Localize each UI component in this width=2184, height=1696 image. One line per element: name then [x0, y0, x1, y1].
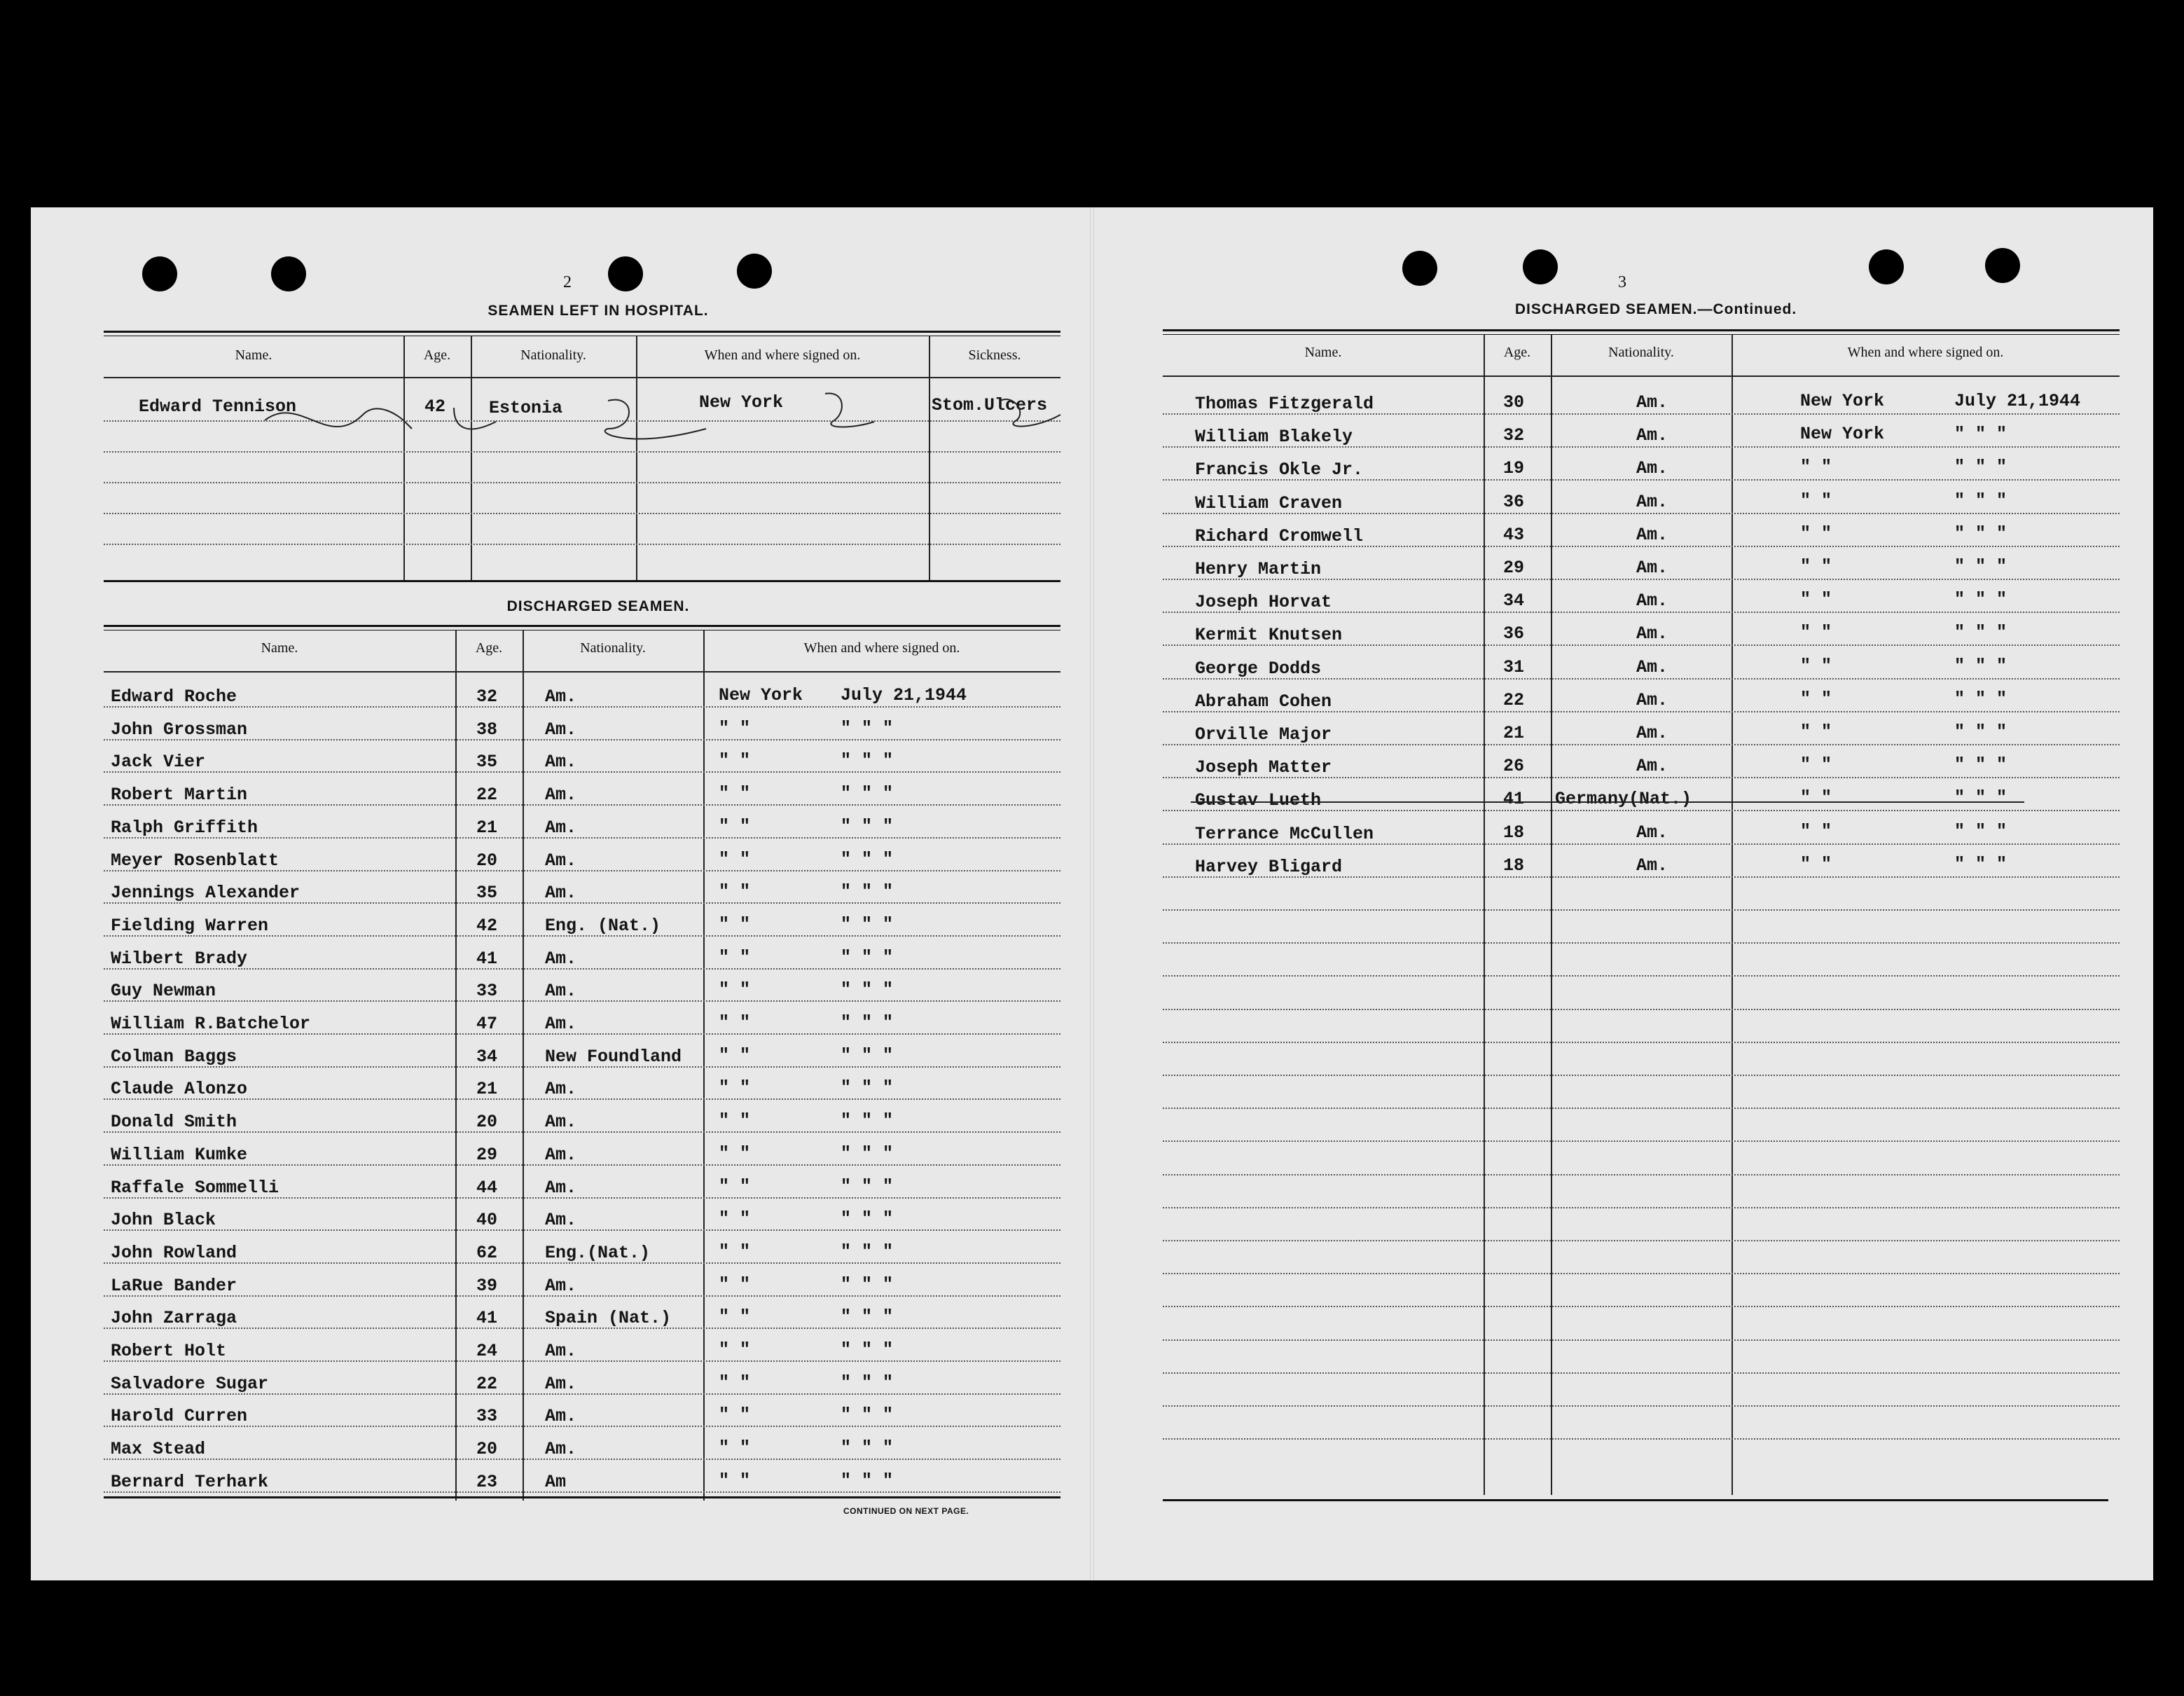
seaman-signed-place: " "	[1800, 820, 1832, 841]
seaman-nationality: Am.	[545, 1177, 577, 1198]
seaman-age: 40	[476, 1210, 498, 1231]
seaman-signed-date: " " "	[841, 1470, 894, 1491]
column-header: Nationality.	[1608, 345, 1674, 360]
seaman-age: 29	[1503, 558, 1525, 578]
seaman-signed-date: " " "	[841, 1012, 894, 1033]
seaman-signed-date: " " "	[841, 1143, 894, 1164]
row-rule	[104, 1295, 1060, 1297]
seaman-signed-date: " " "	[841, 1241, 894, 1262]
row-rule	[104, 1491, 1060, 1493]
seaman-signed-date: July 21,1944	[841, 685, 967, 705]
seaman-signed-place: " "	[719, 815, 751, 836]
seaman-signed-place: " "	[719, 717, 751, 738]
seaman-signed-place: " "	[719, 1470, 751, 1491]
seaman-name: Max Stead	[111, 1439, 206, 1460]
seaman-nationality: Am.	[1636, 491, 1668, 512]
seaman-signed-date: " " "	[1954, 722, 2007, 742]
seaman-age: 18	[1503, 855, 1525, 876]
seaman-nationality: Am	[545, 1471, 567, 1492]
row-rule	[1163, 1339, 2120, 1341]
seaman-age: 35	[476, 883, 498, 904]
row-rule	[104, 968, 1060, 970]
seaman-age: 43	[1503, 524, 1525, 545]
seaman-name: Ralph Griffith	[111, 817, 258, 838]
seaman-signed-date: " " "	[841, 783, 894, 804]
hospital-table	[104, 331, 1060, 584]
punch-hole	[1985, 248, 2020, 283]
row-rule	[1163, 513, 2120, 514]
seaman-nationality: Germany(Nat.)	[1555, 789, 1692, 810]
seaman-name: Orville Major	[1195, 724, 1332, 745]
seaman-signed-place: " "	[1800, 556, 1832, 577]
row-rule	[104, 739, 1060, 740]
seaman-signed-place: New York	[1800, 391, 1885, 411]
seaman-nationality: Spain (Nat.)	[545, 1308, 672, 1329]
seaman-nationality: Am.	[545, 687, 577, 707]
seaman-name: Colman Baggs	[111, 1046, 237, 1067]
row-rule	[104, 1393, 1060, 1395]
seaman-age: 18	[1503, 822, 1525, 843]
seaman-signed-date: " " "	[841, 881, 894, 902]
row-rule	[104, 1033, 1060, 1035]
row-rule	[1163, 612, 2120, 613]
page-fold	[1090, 207, 1094, 1580]
row-rule	[1163, 1240, 2120, 1241]
seaman-age: 35	[476, 752, 498, 773]
row-rule	[104, 935, 1060, 937]
seaman-signed-date: " " "	[1954, 490, 2007, 511]
row-rule	[104, 804, 1060, 806]
seaman-nationality: Am.	[1636, 392, 1668, 413]
seaman-signed-date: " " "	[841, 815, 894, 836]
seaman-nationality: Am.	[545, 719, 577, 740]
seaman-signed-date: " " "	[841, 1077, 894, 1098]
row-rule	[104, 706, 1060, 708]
row-rule	[104, 870, 1060, 871]
row-rule	[1163, 479, 2120, 481]
seaman-nationality: New Foundland	[545, 1046, 682, 1067]
punch-hole	[608, 256, 643, 291]
row-rule	[104, 902, 1060, 904]
seaman-signed-place: " "	[719, 1307, 751, 1328]
seaman-name: Salvadore Sugar	[111, 1373, 269, 1394]
row-rule	[104, 1360, 1060, 1362]
document-sheet	[31, 207, 2153, 1580]
seaman-signed-place: " "	[1800, 589, 1832, 610]
punch-hole	[1869, 249, 1904, 284]
hospital-signed: New York	[699, 392, 784, 413]
row-rule	[104, 1131, 1060, 1133]
seaman-signed-place: " "	[719, 946, 751, 967]
row-rule	[1163, 777, 2120, 778]
seaman-signed-date: " " "	[841, 946, 894, 967]
hospital-name: Edward Tennison	[139, 397, 297, 417]
seaman-age: 20	[476, 1112, 498, 1133]
seaman-nationality: Am.	[545, 785, 577, 806]
discharged-table-left	[104, 625, 1060, 1501]
seaman-nationality: Am.	[545, 1014, 577, 1034]
seaman-signed-place: " "	[719, 1438, 751, 1459]
row-rule	[1163, 975, 2120, 977]
row-rule	[1163, 579, 2120, 580]
row-rule	[1163, 1075, 2120, 1076]
seaman-name: Jennings Alexander	[111, 883, 300, 904]
row-rule	[1163, 711, 2120, 712]
seaman-name: Harold Curren	[111, 1406, 248, 1427]
page-number: 3	[1618, 273, 1626, 291]
seaman-name: Harvey Bligard	[1195, 856, 1343, 877]
seaman-signed-date: " " "	[1954, 754, 2007, 775]
seaman-nationality: Am.	[1636, 822, 1668, 843]
row-rule	[1163, 1306, 2120, 1307]
seaman-signed-place: " "	[1800, 787, 1832, 808]
seaman-age: 20	[476, 1439, 498, 1460]
seaman-name: William R.Batchelor	[111, 1014, 311, 1034]
row-rule	[1163, 1405, 2120, 1407]
row-rule	[1163, 876, 2120, 878]
seaman-nationality: Am.	[1636, 855, 1668, 876]
row-rule	[1163, 1174, 2120, 1176]
seaman-name: Kermit Knutsen	[1195, 625, 1343, 646]
row-rule	[104, 1197, 1060, 1199]
seaman-name: Joseph Horvat	[1195, 592, 1332, 613]
seaman-signed-date: " " "	[841, 1405, 894, 1426]
seaman-nationality: Am.	[545, 948, 577, 969]
row-rule	[104, 1459, 1060, 1460]
seaman-signed-place: " "	[1800, 490, 1832, 511]
seaman-signed-date: " " "	[841, 848, 894, 869]
hospital-nationality: Estonia	[489, 398, 563, 418]
seaman-signed-place: " "	[719, 1405, 751, 1426]
row-rule	[104, 1426, 1060, 1427]
seaman-name: Francis Okle Jr.	[1195, 460, 1364, 481]
seaman-nationality: Am.	[545, 1406, 577, 1427]
seaman-nationality: Am.	[1636, 425, 1668, 446]
seaman-signed-place: " "	[719, 1208, 751, 1229]
seaman-age: 22	[476, 785, 498, 806]
row-rule	[104, 1262, 1060, 1264]
punch-hole	[1523, 249, 1558, 284]
seaman-name: William Craven	[1195, 492, 1343, 513]
seaman-nationality: Am.	[545, 1144, 577, 1165]
seaman-signed-place: " "	[719, 1012, 751, 1033]
seaman-age: 21	[476, 817, 498, 838]
seaman-signed-date: " " "	[841, 1176, 894, 1197]
row-rule	[1163, 744, 2120, 745]
seaman-name: Edward Roche	[111, 687, 237, 707]
seaman-name: Wilbert Brady	[111, 948, 248, 969]
seaman-signed-place: " "	[1800, 622, 1832, 643]
discharged-title: DISCHARGED SEAMEN.	[506, 598, 690, 614]
seaman-name: Joseph Matter	[1195, 757, 1332, 778]
seaman-name: John Black	[111, 1210, 216, 1231]
row-rule	[1163, 942, 2120, 944]
discharged-table-right	[1163, 329, 2120, 1503]
seaman-signed-place: " "	[719, 1077, 751, 1098]
seaman-signed-date: " " "	[1954, 688, 2007, 709]
row-rule	[1163, 843, 2120, 845]
seaman-nationality: Am.	[1636, 458, 1668, 479]
seaman-name: Richard Cromwell	[1195, 525, 1364, 546]
row-rule	[1163, 546, 2120, 547]
seaman-age: 23	[476, 1471, 498, 1492]
seaman-signed-place: " "	[1800, 754, 1832, 775]
column-header: When and where signed on.	[803, 640, 960, 656]
row-rule	[104, 1000, 1060, 1002]
seaman-signed-date: " " "	[1954, 820, 2007, 841]
seaman-name: William Kumke	[111, 1144, 248, 1165]
column-header: When and where signed on.	[1847, 345, 2004, 360]
seaman-nationality: Am.	[545, 1373, 577, 1394]
seaman-nationality: Am.	[545, 817, 577, 838]
seaman-signed-date: " " "	[841, 979, 894, 1000]
seaman-age: 29	[476, 1144, 498, 1165]
seaman-signed-place: " "	[1800, 688, 1832, 709]
seaman-age: 31	[1503, 656, 1525, 677]
seaman-nationality: Am.	[545, 1275, 577, 1296]
row-rule	[1163, 678, 2120, 680]
handwritten-mark	[104, 373, 1060, 443]
seaman-nationality: Am.	[545, 850, 577, 871]
seaman-signed-place: New York	[1800, 424, 1885, 445]
seaman-nationality: Eng.(Nat.)	[545, 1242, 651, 1263]
discharged-continued-title: DISCHARGED SEAMEN.—Continued.	[1514, 301, 1797, 317]
seaman-name: Fielding Warren	[111, 915, 269, 936]
seaman-nationality: Am.	[1636, 656, 1668, 677]
row-rule	[1163, 413, 2120, 415]
row-rule	[1163, 1207, 2120, 1208]
seaman-signed-date: " " "	[1954, 622, 2007, 643]
seaman-nationality: Am.	[545, 1079, 577, 1100]
seaman-age: 21	[1503, 723, 1525, 743]
row-rule	[1163, 1009, 2120, 1010]
seaman-signed-date: " " "	[841, 914, 894, 935]
row-rule	[1163, 1372, 2120, 1374]
seaman-signed-place: " "	[719, 848, 751, 869]
seaman-name: John Rowland	[111, 1242, 237, 1263]
seaman-age: 24	[476, 1341, 498, 1361]
row-rule	[104, 1229, 1060, 1231]
row-rule	[1163, 1438, 2120, 1440]
seaman-name: Robert Martin	[111, 785, 248, 806]
seaman-age: 32	[1503, 425, 1525, 446]
seaman-signed-date: " " "	[841, 1110, 894, 1131]
seaman-name: Terrance McCullen	[1195, 823, 1374, 844]
seaman-age: 41	[476, 1308, 498, 1329]
seaman-name: George Dodds	[1195, 658, 1322, 679]
column-header: When and where signed on.	[704, 347, 861, 363]
row-rule	[1163, 1273, 2120, 1274]
seaman-age: 19	[1503, 458, 1525, 479]
seaman-age: 36	[1503, 623, 1525, 644]
seaman-nationality: Am.	[545, 981, 577, 1002]
seaman-age: 34	[1503, 591, 1525, 612]
seaman-name: Meyer Rosenblatt	[111, 850, 279, 871]
punch-hole	[271, 256, 306, 291]
seaman-signed-place: " "	[1800, 457, 1832, 478]
seaman-signed-date: " " "	[841, 1438, 894, 1459]
seaman-signed-place: " "	[1800, 523, 1832, 544]
seaman-signed-place: " "	[719, 1372, 751, 1393]
seaman-age: 34	[476, 1046, 498, 1067]
row-rule	[1163, 909, 2120, 911]
seaman-name: Donald Smith	[111, 1112, 237, 1133]
column-header: Age.	[475, 640, 503, 656]
seaman-signed-place: " "	[719, 783, 751, 804]
seaman-age: 20	[476, 850, 498, 871]
seaman-signed-date: " " "	[841, 1372, 894, 1393]
punch-hole	[737, 254, 772, 289]
seaman-signed-date: " " "	[1954, 523, 2007, 544]
seaman-age: 21	[476, 1079, 498, 1100]
seaman-name: John Grossman	[111, 719, 248, 740]
hospital-age: 42	[424, 397, 446, 417]
row-rule	[104, 837, 1060, 839]
seaman-name: John Zarraga	[111, 1308, 237, 1329]
seaman-signed-date: " " "	[841, 750, 894, 771]
seaman-age: 33	[476, 981, 498, 1002]
seaman-name: Robert Holt	[111, 1341, 227, 1361]
seaman-name: Gustav Lueth	[1195, 790, 1322, 811]
seaman-signed-date: " " "	[841, 1339, 894, 1360]
seaman-signed-place: " "	[719, 750, 751, 771]
row-rule	[104, 1328, 1060, 1329]
seaman-age: 47	[476, 1014, 498, 1034]
seaman-signed-place: " "	[719, 1045, 751, 1066]
seaman-signed-date: " " "	[1954, 853, 2007, 874]
seaman-age: 42	[476, 915, 498, 936]
column-header: Nationality.	[520, 347, 586, 363]
seaman-age: 39	[476, 1275, 498, 1296]
seaman-age: 62	[476, 1242, 498, 1263]
seaman-signed-place: " "	[719, 979, 751, 1000]
hospital-title: SEAMEN LEFT IN HOSPITAL.	[488, 303, 709, 319]
seaman-age: 36	[1503, 491, 1525, 512]
seaman-age: 32	[476, 687, 498, 707]
seaman-signed-date: " " "	[1954, 787, 2007, 808]
seaman-name: Henry Martin	[1195, 559, 1322, 579]
seaman-nationality: Am.	[1636, 558, 1668, 578]
row-rule	[104, 1066, 1060, 1068]
column-header: Name.	[235, 347, 272, 363]
seaman-signed-date: " " "	[841, 1208, 894, 1229]
seaman-age: 41	[1503, 789, 1525, 810]
seaman-signed-date: " " "	[1954, 589, 2007, 610]
seaman-age: 26	[1503, 756, 1525, 777]
seaman-nationality: Am.	[1636, 723, 1668, 743]
seaman-age: 22	[476, 1373, 498, 1394]
seaman-age: 38	[476, 719, 498, 740]
seaman-nationality: Am.	[545, 883, 577, 904]
page-number: 2	[563, 273, 572, 291]
seaman-name: Thomas Fitzgerald	[1195, 394, 1374, 414]
row-rule	[1163, 1140, 2120, 1142]
seaman-nationality: Eng. (Nat.)	[545, 915, 661, 936]
seaman-nationality: Am.	[545, 752, 577, 773]
seaman-signed-date: " " "	[1954, 655, 2007, 676]
column-header: Age.	[1503, 345, 1531, 360]
seaman-name: LaRue Bander	[111, 1275, 237, 1296]
seaman-age: 30	[1503, 392, 1525, 413]
seaman-name: William Blakely	[1195, 427, 1353, 448]
row-rule	[104, 771, 1060, 773]
seaman-signed-date: " " "	[1954, 556, 2007, 577]
continued-note: CONTINUED ON NEXT PAGE.	[843, 1506, 969, 1516]
column-header: Name.	[261, 640, 298, 656]
punch-hole	[142, 256, 177, 291]
row-rule	[104, 1164, 1060, 1166]
seaman-nationality: Am.	[545, 1210, 577, 1231]
seaman-name: Bernard Terhark	[111, 1471, 269, 1492]
seaman-signed-place: " "	[719, 1143, 751, 1164]
row-rule	[1163, 1042, 2120, 1043]
seaman-signed-place: " "	[719, 1339, 751, 1360]
seaman-age: 33	[476, 1406, 498, 1427]
seaman-name: Raffale Sommelli	[111, 1177, 279, 1198]
row-rule	[1163, 446, 2120, 448]
seaman-signed-date: " " "	[1954, 457, 2007, 478]
column-header: Sickness.	[968, 347, 1021, 363]
seaman-signed-place: " "	[1800, 853, 1832, 874]
seaman-signed-place: " "	[1800, 722, 1832, 742]
seaman-signed-place: " "	[719, 1241, 751, 1262]
seaman-signed-place: New York	[719, 685, 803, 705]
seaman-nationality: Am.	[1636, 591, 1668, 612]
row-rule	[1163, 1108, 2120, 1109]
seaman-signed-place: " "	[719, 1110, 751, 1131]
seaman-age: 41	[476, 948, 498, 969]
seaman-signed-date: " " "	[841, 717, 894, 738]
seaman-signed-date: " " "	[1954, 424, 2007, 445]
column-header: Nationality.	[580, 640, 646, 656]
seaman-name: Claude Alonzo	[111, 1079, 248, 1100]
seaman-name: Abraham Cohen	[1195, 691, 1332, 712]
seaman-nationality: Am.	[1636, 623, 1668, 644]
seaman-nationality: Am.	[545, 1439, 577, 1460]
seaman-name: Jack Vier	[111, 752, 206, 773]
seaman-signed-place: " "	[719, 914, 751, 935]
seaman-nationality: Am.	[1636, 689, 1668, 710]
column-header: Name.	[1304, 345, 1342, 360]
seaman-age: 44	[476, 1177, 498, 1198]
hospital-sickness: Stom.Ulcers	[932, 395, 1048, 415]
column-header: Age.	[423, 347, 451, 363]
seaman-age: 22	[1503, 689, 1525, 710]
seaman-nationality: Am.	[1636, 756, 1668, 777]
row-rule	[104, 1098, 1060, 1100]
strike-through-line	[1191, 801, 2024, 803]
seaman-signed-place: " "	[719, 1176, 751, 1197]
punch-hole	[1402, 251, 1437, 286]
seaman-signed-date: July 21,1944	[1954, 391, 2081, 411]
seaman-signed-date: " " "	[841, 1307, 894, 1328]
seaman-nationality: Am.	[1636, 524, 1668, 545]
seaman-signed-date: " " "	[841, 1045, 894, 1066]
row-rule	[1163, 810, 2120, 811]
seaman-nationality: Am.	[545, 1341, 577, 1361]
seaman-name: Guy Newman	[111, 981, 216, 1002]
seaman-signed-place: " "	[719, 881, 751, 902]
seaman-signed-place: " "	[719, 1274, 751, 1295]
row-rule	[1163, 644, 2120, 646]
seaman-nationality: Am.	[545, 1112, 577, 1133]
seaman-signed-place: " "	[1800, 655, 1832, 676]
seaman-signed-date: " " "	[841, 1274, 894, 1295]
